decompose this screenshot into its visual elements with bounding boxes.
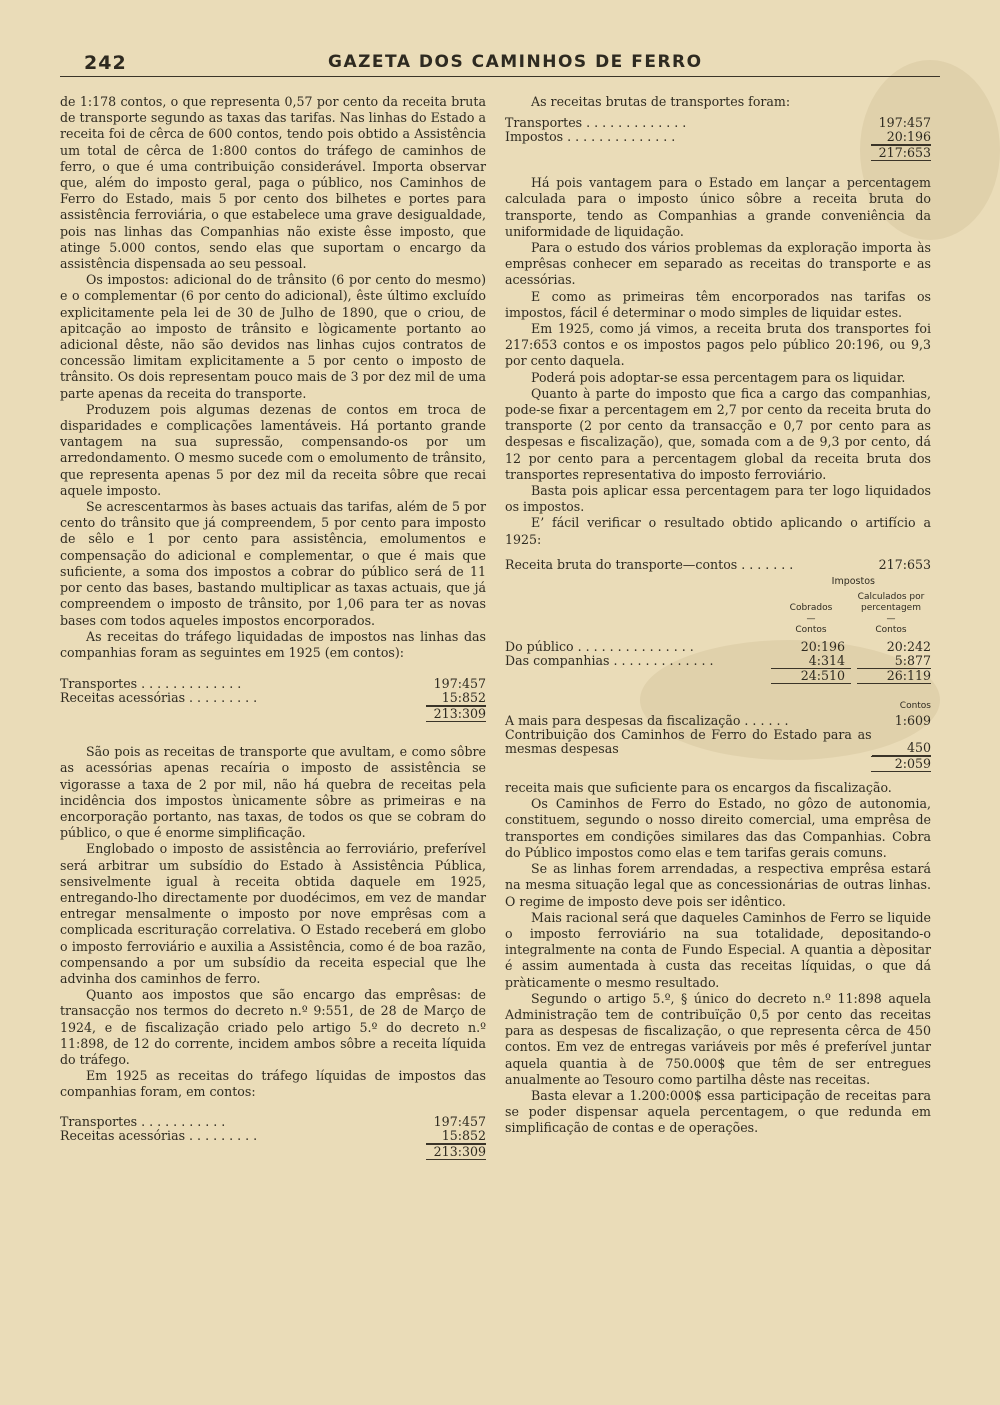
paragraph: Se as linhas forem arrendadas, a respectiva emprêsa estará na mesma situação legal que as concessionárias de outras linhas. O regime de imposto deve pois ser idêntico. bbox=[505, 861, 931, 909]
impostos-table bbox=[505, 576, 931, 684]
cell-cobrados: 4:314 bbox=[808, 652, 845, 668]
table-row bbox=[505, 130, 931, 145]
total-calculados: 26:119 bbox=[857, 668, 931, 684]
row-label: Das companhias . . . . . . . . . . . . . bbox=[505, 653, 714, 668]
paragraph: Os Caminhos de Ferro do Estado, no gôzo de autonomia, constituem, segundo o nosso direito comercial, uma emprêsa de transportes em condições similares das das Companhias. Cobra do Público impostos como elas e tem tarifas gerais comuns. bbox=[505, 796, 931, 860]
row-label: Receitas acessórias . . . . . . . . . bbox=[60, 1127, 258, 1143]
fiscalizacao-table bbox=[505, 714, 931, 772]
total-cobrados: 24:510 bbox=[771, 668, 851, 684]
page-header bbox=[60, 52, 930, 78]
row-value: 217:653 bbox=[878, 556, 931, 572]
paragraph: E como as primeiras têm encorporados nas tarifas os impostos, fácil é determinar o modo simples de liquidar estes. bbox=[505, 288, 931, 320]
row-value: 197:457 bbox=[433, 676, 486, 692]
paragraph: Em 1925 as receitas do tráfego líquidas de impostos das companhias foram, em contos: bbox=[60, 1068, 486, 1100]
row-label: Receitas acessórias . . . . . . . . . bbox=[60, 690, 258, 706]
row-label: Contribuição dos Caminhos de Ferro do Estado para as mesmas despesas bbox=[505, 727, 872, 757]
row-label: Transportes . . . . . . . . . . . . . bbox=[505, 115, 687, 131]
paragraph: Produzem pois algumas dezenas de contos em troca de disparidades e complicações lamentáveis. Há portanto grande vantagem na sua supressão, compensando-os por um arredondamento. O mesmo sucede com o emolumento de trânsito, que representa apenas 5 por dez mil da receita sôbre que recai aquele imposto. bbox=[60, 401, 486, 498]
row-label: Transportes . . . . . . . . . . . bbox=[60, 1113, 226, 1129]
revenue-table bbox=[60, 677, 486, 722]
paragraph: receita mais que suficiente para os encargos da fiscalização. bbox=[505, 780, 892, 796]
paragraph: Quanto aos impostos que são encargo das emprêsas: de transacção nos termos do decreto n.º 9:551, de 28 de Março de 1924, e de fiscalização criado pelo artigo 5.º do decreto n.º 11:898, de 12 do corrente, incidem ambos sôbre a receita líquida do tráfego. bbox=[60, 987, 486, 1067]
table-row bbox=[60, 1115, 486, 1129]
cell-calculados: 5:877 bbox=[894, 652, 931, 668]
right-column bbox=[505, 94, 931, 1137]
paragraph: E’ fácil verificar o resultado obtido aplicando o artifício a 1925: bbox=[505, 515, 931, 547]
paragraph: Mais racional será que daqueles Caminhos de Ferro se liquide o imposto ferroviário na sua totalidade, depositando-o integralmente na conta de Fundo Especial. A quantia a dèpositar é assim aumentada à custa das receitas líquidas, o que dá pràticamente o mesmo resultado. bbox=[505, 909, 931, 990]
paragraph: Para o estudo dos vários problemas da exploração importa às emprêsas conhecer em separado as receitas do transporte e as acessórias. bbox=[505, 240, 931, 288]
impostos-heading: Impostos bbox=[831, 575, 875, 587]
table-row bbox=[60, 677, 486, 691]
paragraph: Basta elevar a 1.200:000$ essa participação de receitas para se poder dispensar aquela percentagem, o que redunda em simplificação de contas e de operações. bbox=[505, 1087, 931, 1136]
paragraph: de 1:178 contos, o que representa 0,57 por cento da receita bruta de transporte segundo as taxas das tarifas. Nas linhas do Estado a receita foi de cêrca de 600 contos, tendo pois obtido a Assistência um total de cêrca de 1:800 contos do tráfego de caminhos de ferro, o que é uma contribuição considerável. Importa observar que, além do imposto geral, paga o público, nos Caminhos de Ferro do Estado, mais 5 por cento dos bilhetes e portes para assistência ferroviária, o que estabelece uma grave desigualdade, pois nas linhas das Companhias não existe êsse imposto, que atinge 5.000 contos, sendo elas que suportam o encargo da assistência dispensada ao seu pessoal. bbox=[60, 94, 486, 272]
table-row bbox=[60, 1129, 486, 1144]
column-header: Cobrados — Contos bbox=[789, 602, 833, 635]
row-value: 1:609 bbox=[894, 713, 931, 729]
row-value: 15:852 bbox=[426, 691, 486, 706]
row-label: Impostos . . . . . . . . . . . . . . bbox=[505, 129, 676, 145]
page-number: 242 bbox=[84, 52, 127, 74]
table-row bbox=[505, 728, 931, 756]
journal-title: GAZETA DOS CAMINHOS DE FERRO bbox=[328, 52, 703, 72]
row-label: Do público . . . . . . . . . . . . . . . bbox=[505, 639, 694, 654]
paragraph: Os impostos: adicional do de trânsito (6 por cento do mesmo) e o complementar (6 por cento do adicional), êste último excluído explicitamente pela lei de 30 de Julho de 1890, que o criou, de apitcação ao imposto de trânsito e lògicamente portanto ao adicional dêste, não são devidos nas linhas cujos contratos de concessão limitam explicitamente a 5 por cento o imposto de trânsito. Os dois representam pouco mais de 3 por dez mil de uma parte apenas da receita do transporte. bbox=[60, 272, 486, 401]
row-value: 15:852 bbox=[426, 1129, 486, 1144]
row-label: Transportes . . . . . . . . . . . . . bbox=[60, 676, 242, 692]
table-row bbox=[505, 654, 931, 668]
table-row bbox=[60, 691, 486, 706]
row-value: 197:457 bbox=[433, 1113, 486, 1129]
paragraph: Em 1925, como já vimos, a receita bruta dos transportes foi 217:653 contos e os impostos pagos pelo público 20:196, ou 9,3 por cento daquela. bbox=[505, 321, 931, 369]
row-label: Receita bruta do transporte—contos . . . . . . . bbox=[505, 556, 794, 572]
paragraph: As receitas brutas de transportes foram: bbox=[531, 94, 791, 109]
header-rule bbox=[60, 76, 940, 77]
table-total: 213:309 bbox=[426, 1144, 486, 1160]
paragraph: Se acrescentarmos às bases actuais das tarifas, além de 5 por cento do trânsito que já compreendem, 5 por cento para imposto de sêlo e 1 por cento para assistência, emolumentos e compensação do adicional e complementar, o que é mais que suficiente, a soma dos impostos a cobrar do público será de 11 por cento das bases, bastando multiplicar as taxas actuais, que já compreendem o imposto de trânsito, por 1,06 para ter as novas bases com todos aqueles impostos encorporados. bbox=[60, 499, 486, 628]
paragraph: Segundo o artigo 5.º, § único do decreto n.º 11:898 aquela Administração tem de contribuïção 0,5 por cento das receitas para as despesas de fiscalização, o que representa cêrca de 450 contos. Em vez de entregas variáveis por mês é preferível juntar aquela quantia à de 750.000$ que têm de ser entregues anualmente ao Tesouro como partilha dêste nas receitas. bbox=[505, 990, 931, 1087]
row-value: 197:457 bbox=[878, 115, 931, 131]
table-total-row bbox=[505, 668, 931, 684]
row-value: 20:196 bbox=[871, 130, 931, 145]
paragraph: Basta pois aplicar essa percentagem para ter logo liquidados os impostos. bbox=[505, 483, 931, 515]
table-row bbox=[505, 714, 931, 728]
table-row bbox=[505, 558, 931, 572]
gross-revenue-table bbox=[505, 116, 931, 161]
table-row bbox=[505, 116, 931, 130]
receita-row bbox=[505, 558, 931, 572]
paragraph: Poderá pois adoptar-se essa percentagem para os liquidar. bbox=[531, 369, 906, 385]
paragraph: Há pois vantagem para o Estado em lançar a percentagem calculada para o imposto único sôbre a receita bruta do transporte, tendo as Companhias a grande conveniência da uniformidade de liquidação. bbox=[505, 175, 931, 239]
table-row bbox=[505, 640, 931, 654]
left-column bbox=[60, 94, 486, 1168]
table-total: 213:309 bbox=[426, 706, 486, 722]
paragraph: As receitas do tráfego liquidadas de impostos nas linhas das companhias foram as seguintes em 1925 (em contos): bbox=[60, 628, 486, 660]
row-label: A mais para despesas da fiscalização . . . . . . bbox=[505, 713, 789, 729]
contos-label: Contos bbox=[899, 700, 931, 711]
revenue-table bbox=[60, 1115, 486, 1160]
table-total: 217:653 bbox=[871, 145, 931, 161]
row-value: 450 bbox=[872, 741, 931, 756]
paragraph: Englobado o imposto de assistência ao ferroviário, preferível será arbitrar um subsídio do Estado à Assistência Pública, sensivelmente igual à receita obtida daquele em 1925, entregando-lho directamente por duodécimos, em vez de mandar entregar mensalmente o imposto por nove emprêsas com a complicada escrituração correlativa. O Estado receberá em globo o imposto ferroviário e auxilia a Assistência, como é de boa razão, compensando a por um subsídio da receita especial que lhe advinha dos caminhos de ferro. bbox=[60, 841, 486, 986]
cell-calculados: 20:242 bbox=[886, 638, 931, 654]
cell-cobrados: 20:196 bbox=[800, 638, 845, 654]
column-header: Calculados por percentagem — Contos bbox=[857, 591, 925, 635]
paragraph: São pois as receitas de transporte que avultam, e como sôbre as acessórias apenas recaíria o imposto de assistência se vigorasse a taxa de 2 por mil, não há quebra de receitas pela incidência dos impostos ùnicamente sôbre as primeiras e na encorporação portanto, nas taxas, de todos os que se cobram do público, o que é enorme simplificação. bbox=[60, 744, 486, 841]
table-total: 2:059 bbox=[871, 756, 931, 772]
impostos-column-headers bbox=[505, 592, 931, 636]
paragraph: Quanto à parte do imposto que fica a cargo das companhias, pode-se fixar a percentagem em 2,7 por cento da receita bruta do transporte (2 por cento da transacção e 0,7 por cento para as despesas e fiscalização), que, somada com a de 9,3 por cento, dá 12 por cento para a percentagem global da receita bruta dos transportes representativa do imposto ferroviário. bbox=[505, 385, 931, 482]
